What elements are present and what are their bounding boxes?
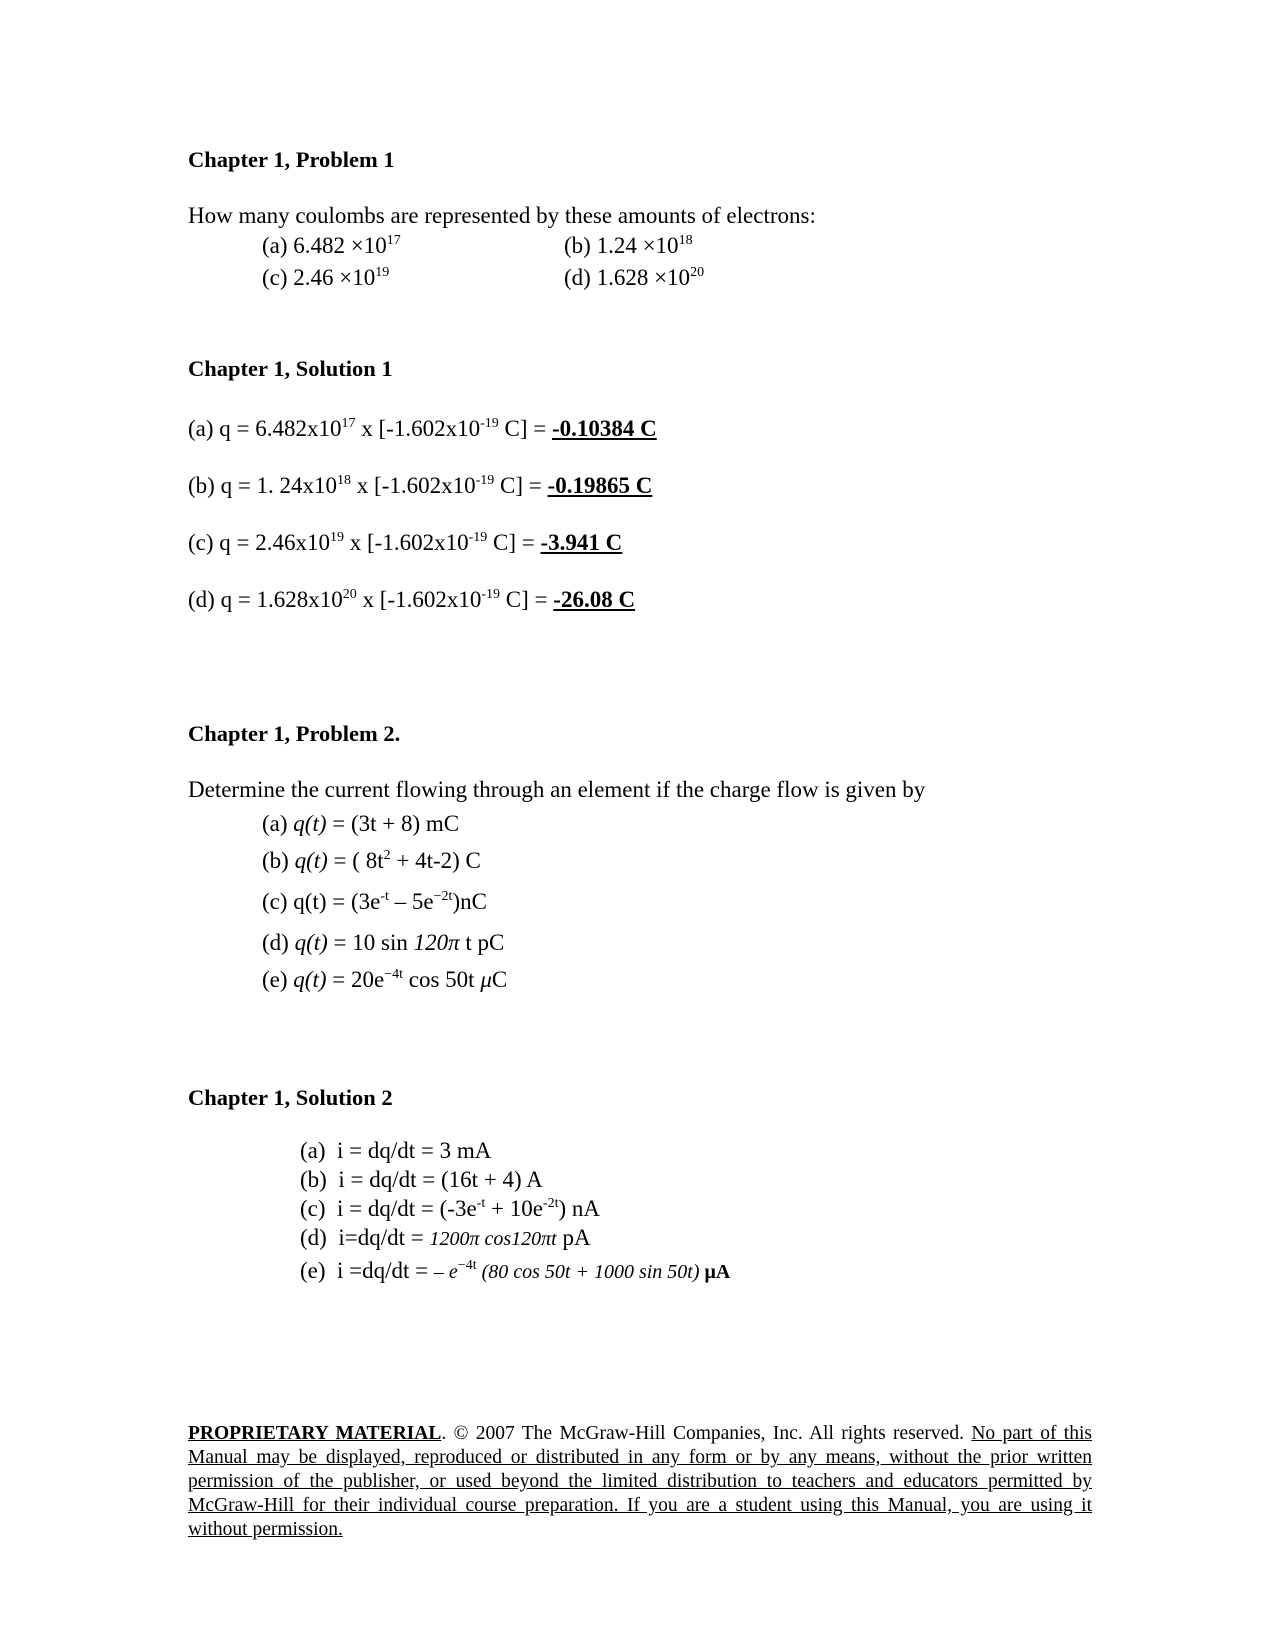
solution1-answer-a: -0.10384 C xyxy=(551,416,657,441)
problem1-question: How many coulombs are represented by these amounts of electrons: xyxy=(188,203,816,228)
problem1-heading: Chapter 1, Problem 1 xyxy=(188,147,395,172)
problem1-item-a: (a) $6.482 \times 10^{17}$ xyxy=(262,233,401,258)
solution2-line-d: (d) i=dq/dt = 1200π cos120πt pA xyxy=(300,1225,591,1250)
problem2-item-e: (e) $q(t) = 20e^{-4t}$ cos 50t μC xyxy=(262,967,508,992)
solution2-heading: Chapter 1, Solution 2 xyxy=(188,1085,393,1110)
proprietary-notice: PROPRIETARY MATERIAL. © 2007 The McGraw-Hill Companies, Inc. All rights reserved. No part of this Manual may be displayed, reproduced or distributed in any form or by any means, without the prior written permission of the publisher, or used beyond the limited distribution to teachers and educators permitted by McGraw-Hill for their individual course preparation. If you are a student using this Manual, you are using it without permission. xyxy=(188,1423,1092,1540)
problem2-item-d: (d) q(t) = 10 sin 120π t pC xyxy=(262,930,505,955)
problem2-item-a: (a) q(t) = (3t + 8) mC xyxy=(262,811,460,836)
problem2-item-b: (b) q(t) = ( $8t^2 + 4t-2$) C xyxy=(262,848,481,873)
problem2-heading: Chapter 1, Problem 2. xyxy=(188,721,401,746)
solution1-line-c: (c) $q = 2.46x10^{19}$ x [$-1.602x10^{-19}$ C] = -3.941 C xyxy=(188,530,623,555)
solution1-answer-d: -26.08 C xyxy=(553,587,636,612)
problem1-item-b: (b) $1.24 \times 10^{18}$ xyxy=(564,233,693,258)
problem1-item-c: (c) $2.46 \times 10^{19}$ xyxy=(262,265,390,290)
solution2-line-c: (c) $i = dq/dt = (-3e^{-t} + 10e^{-2t})$ nA xyxy=(300,1196,601,1221)
solution2-line-e: (e) i =dq/dt = – $e^{-4t}$ (80 cos 50t + 1000 sin 50t) μA xyxy=(300,1258,731,1283)
solution1-line-b: (b) q = 1. $24x10^{18}$ x [$-1.602x10^{-19}$ C] = -0.19865 C xyxy=(188,473,653,498)
solution2-line-a: (a) i = dq/dt = 3 mA xyxy=(300,1138,492,1163)
proprietary-label: PROPRIETARY MATERIAL xyxy=(188,1423,442,1444)
solution2-line-b: (b) i = dq/dt = (16t + 4) A xyxy=(300,1167,543,1192)
solution1-line-a: (a) $q = 6.482x10^{17}$ x [$-1.602x10^{-19}$ C] = -0.10384 C xyxy=(188,416,657,441)
solution1-answer-c: -3.941 C xyxy=(540,530,623,555)
solution1-line-d: (d) $q = 1.628x10^{20}$ x [$-1.602x10^{-19}$ C] = -26.08 C xyxy=(188,587,636,612)
problem2-question: Determine the current flowing through an element if the charge flow is given by xyxy=(188,777,926,802)
solution1-answer-b: -0.19865 C xyxy=(547,473,653,498)
problem2-item-c: (c) $q(t) = (3e^{-t} - 5e^{-2t})nC$ xyxy=(262,889,487,914)
solution1-heading: Chapter 1, Solution 1 xyxy=(188,356,393,381)
problem1-item-d: (d) $1.628 \times 10^{20}$ xyxy=(564,265,705,290)
